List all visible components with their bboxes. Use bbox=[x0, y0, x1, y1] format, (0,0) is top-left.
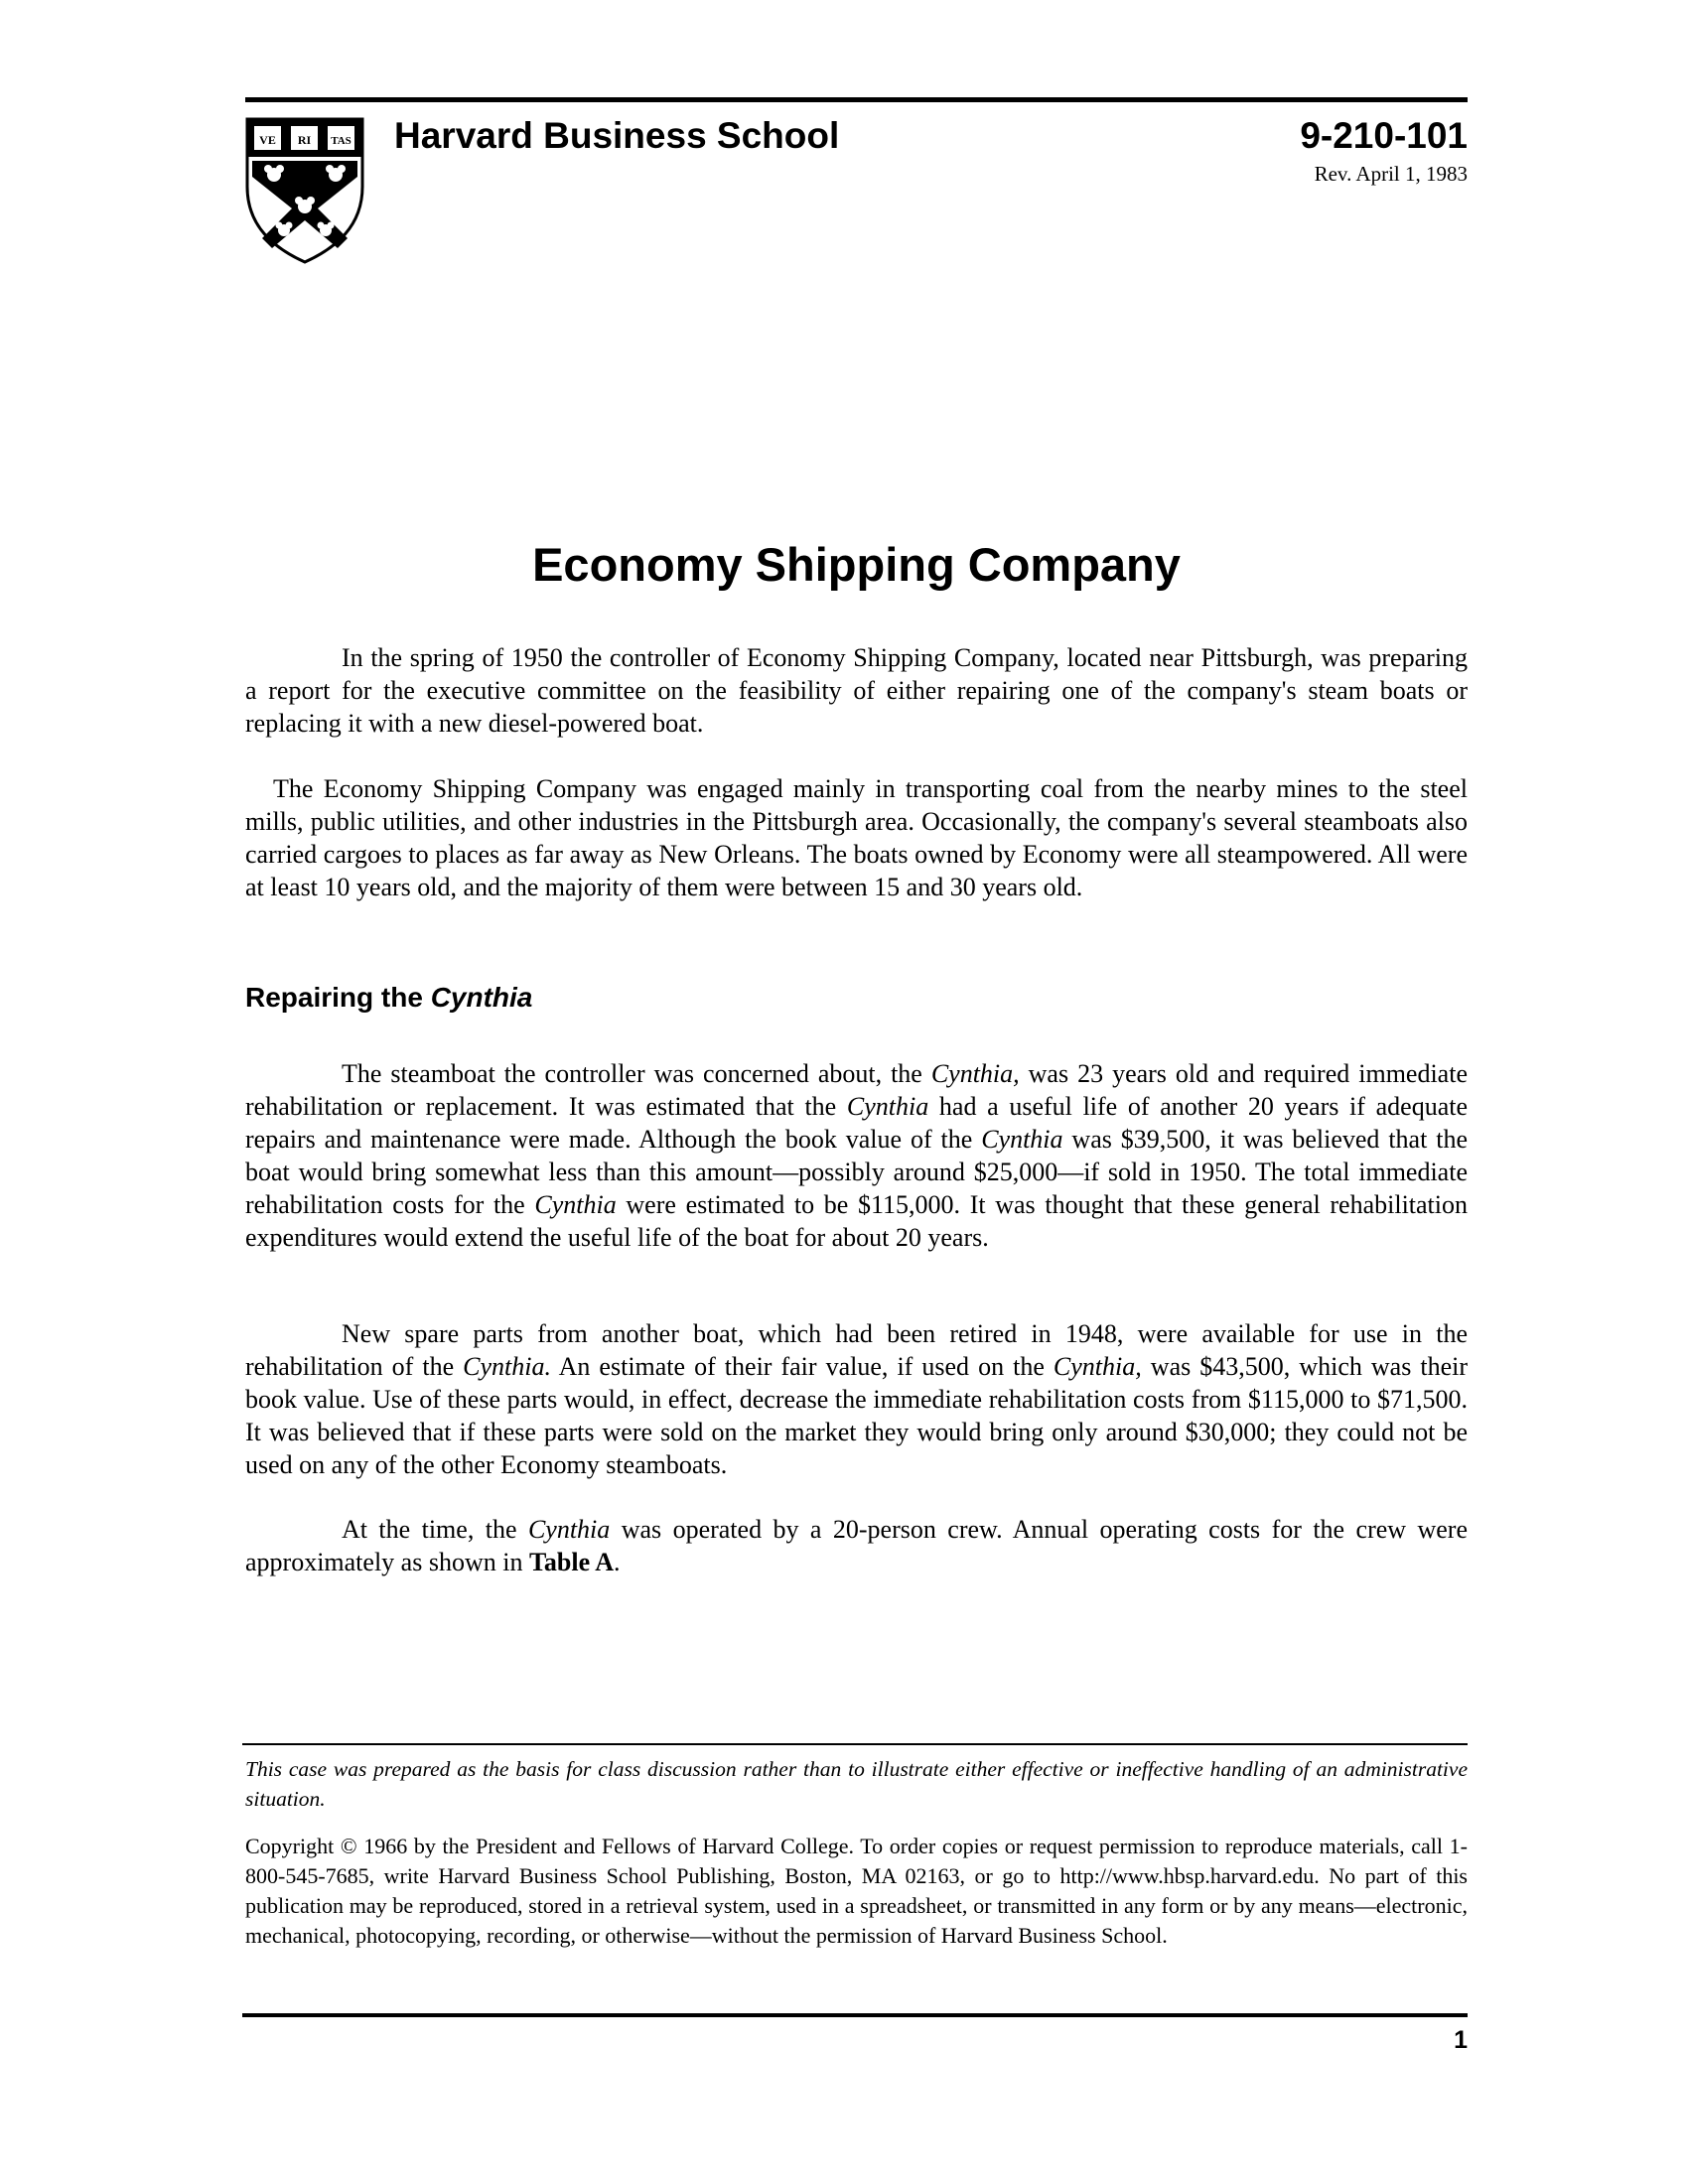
case-footnote: This case was prepared as the basis for class discussion rather than to illustrate either effective or ineffective handling of an administrative situation. bbox=[245, 1757, 1468, 1811]
intro-paragraph-2: The Economy Shipping Company was engaged mainly in transporting coal from the nearby mines to the steel mills, public utilities, and other industries in the Pittsburgh area. Occasionally, the company's several steamboats also carried cargoes to places as far away as New Orleans. The boats owned by Economy were all steampowered. All were at least 10 years old, and the majority of them were between 15 and 30 years old. bbox=[245, 774, 1468, 901]
text-run: were estimated to be $115,000. It was thought that these general rehabilitation expenditures would extend the useful life of the boat for about 20 years. bbox=[245, 1190, 1469, 1252]
section-heading bbox=[245, 981, 532, 1015]
boat-name: Cynthia, bbox=[1053, 1352, 1142, 1381]
intro-paragraph-1: In the spring of 1950 the controller of Economy Shipping Company, located near Pittsburgh, was preparing a report for the executive committee on the feasibility of either repairing one of the company's steam boats or replacing it with a new diesel-powered boat. bbox=[245, 643, 1468, 738]
text-run: had a useful life of another 20 years if adequate repairs and maintenance were made. Although the book value of the bbox=[245, 1092, 1468, 1154]
boat-name: Cynthia bbox=[534, 1190, 617, 1219]
school-name: Harvard Business School bbox=[394, 115, 840, 156]
footnote-rule bbox=[242, 1743, 1468, 1745]
revision-date: Rev. April 1, 1983 bbox=[1314, 162, 1468, 186]
case-number: 9-210-101 bbox=[1300, 115, 1468, 156]
footer-rule bbox=[242, 2013, 1468, 2017]
section-heading-boat-name: Cynthia bbox=[430, 982, 533, 1013]
text-run: . bbox=[613, 1548, 621, 1576]
svg-text:TAS: TAS bbox=[331, 135, 352, 147]
copyright-notice: Copyright © 1966 by the President and Fellows of Harvard College. To order copies or request permission to reproduce materials, call 1-800-545-7685, write Harvard Business School Publishing, Boston, MA 02163, or go to http://www.hbsp.harvard.edu. No part of this publication may be reproduced, stored in a retrieval system, used in a spreadsheet, or transmitted in any form or by any means—electronic, mechanical, photocopying, recording, or otherwise—without the permission of Harvard Business School. bbox=[245, 1834, 1468, 1948]
section-paragraph-2 bbox=[245, 1317, 1468, 1481]
boat-name: Cynthia. bbox=[463, 1352, 552, 1381]
boat-name: Cynthia bbox=[527, 1515, 611, 1544]
section-paragraph-3 bbox=[245, 1513, 1468, 1578]
svg-text:VE: VE bbox=[259, 133, 276, 147]
document-title: Economy Shipping Company bbox=[532, 538, 1181, 591]
section-paragraph-1 bbox=[245, 1057, 1468, 1254]
text-run: was $39,500, it was believed that the boat would bring somewhat less than this amount—possibly around $25,000—if sold in 1950. The total immediate rehabilitation costs for the bbox=[245, 1125, 1468, 1219]
text-run: The steamboat the controller was concerned about, the bbox=[342, 1059, 931, 1088]
boat-name: Cynthia bbox=[981, 1125, 1063, 1154]
header-rule bbox=[245, 97, 1468, 102]
text-run: New spare parts from another boat, which had been retired in 1948, were available for use in the rehabilitation of the bbox=[245, 1319, 1468, 1381]
boat-name: Cynthia, bbox=[930, 1059, 1020, 1088]
text-run: was operated by a 20-person crew. Annual operating costs for the crew were approximately as shown in bbox=[245, 1515, 1468, 1576]
text-run: At the time, the bbox=[342, 1515, 528, 1544]
page-number: 1 bbox=[1454, 2026, 1468, 2054]
table-reference: Table A bbox=[528, 1548, 614, 1576]
text-run: An estimate of their fair value, if used on the bbox=[551, 1352, 1054, 1381]
section-heading-prefix: Repairing the bbox=[245, 982, 431, 1013]
text-run: was $43,500, which was their book value. Use of these parts would, in effect, decrease the immediate rehabilitation costs from $115,000 to $71,500. It was believed that if these parts were sold on the market they would bring only around $30,000; they could not be used on any of the other Economy steamboats. bbox=[245, 1352, 1469, 1479]
svg-text:RI: RI bbox=[297, 133, 312, 147]
text-run: was 23 years old and required immediate rehabilitation or replacement. It was estimated that the bbox=[245, 1059, 1468, 1121]
harvard-crest-logo bbox=[244, 117, 365, 264]
boat-name: Cynthia bbox=[846, 1092, 929, 1121]
